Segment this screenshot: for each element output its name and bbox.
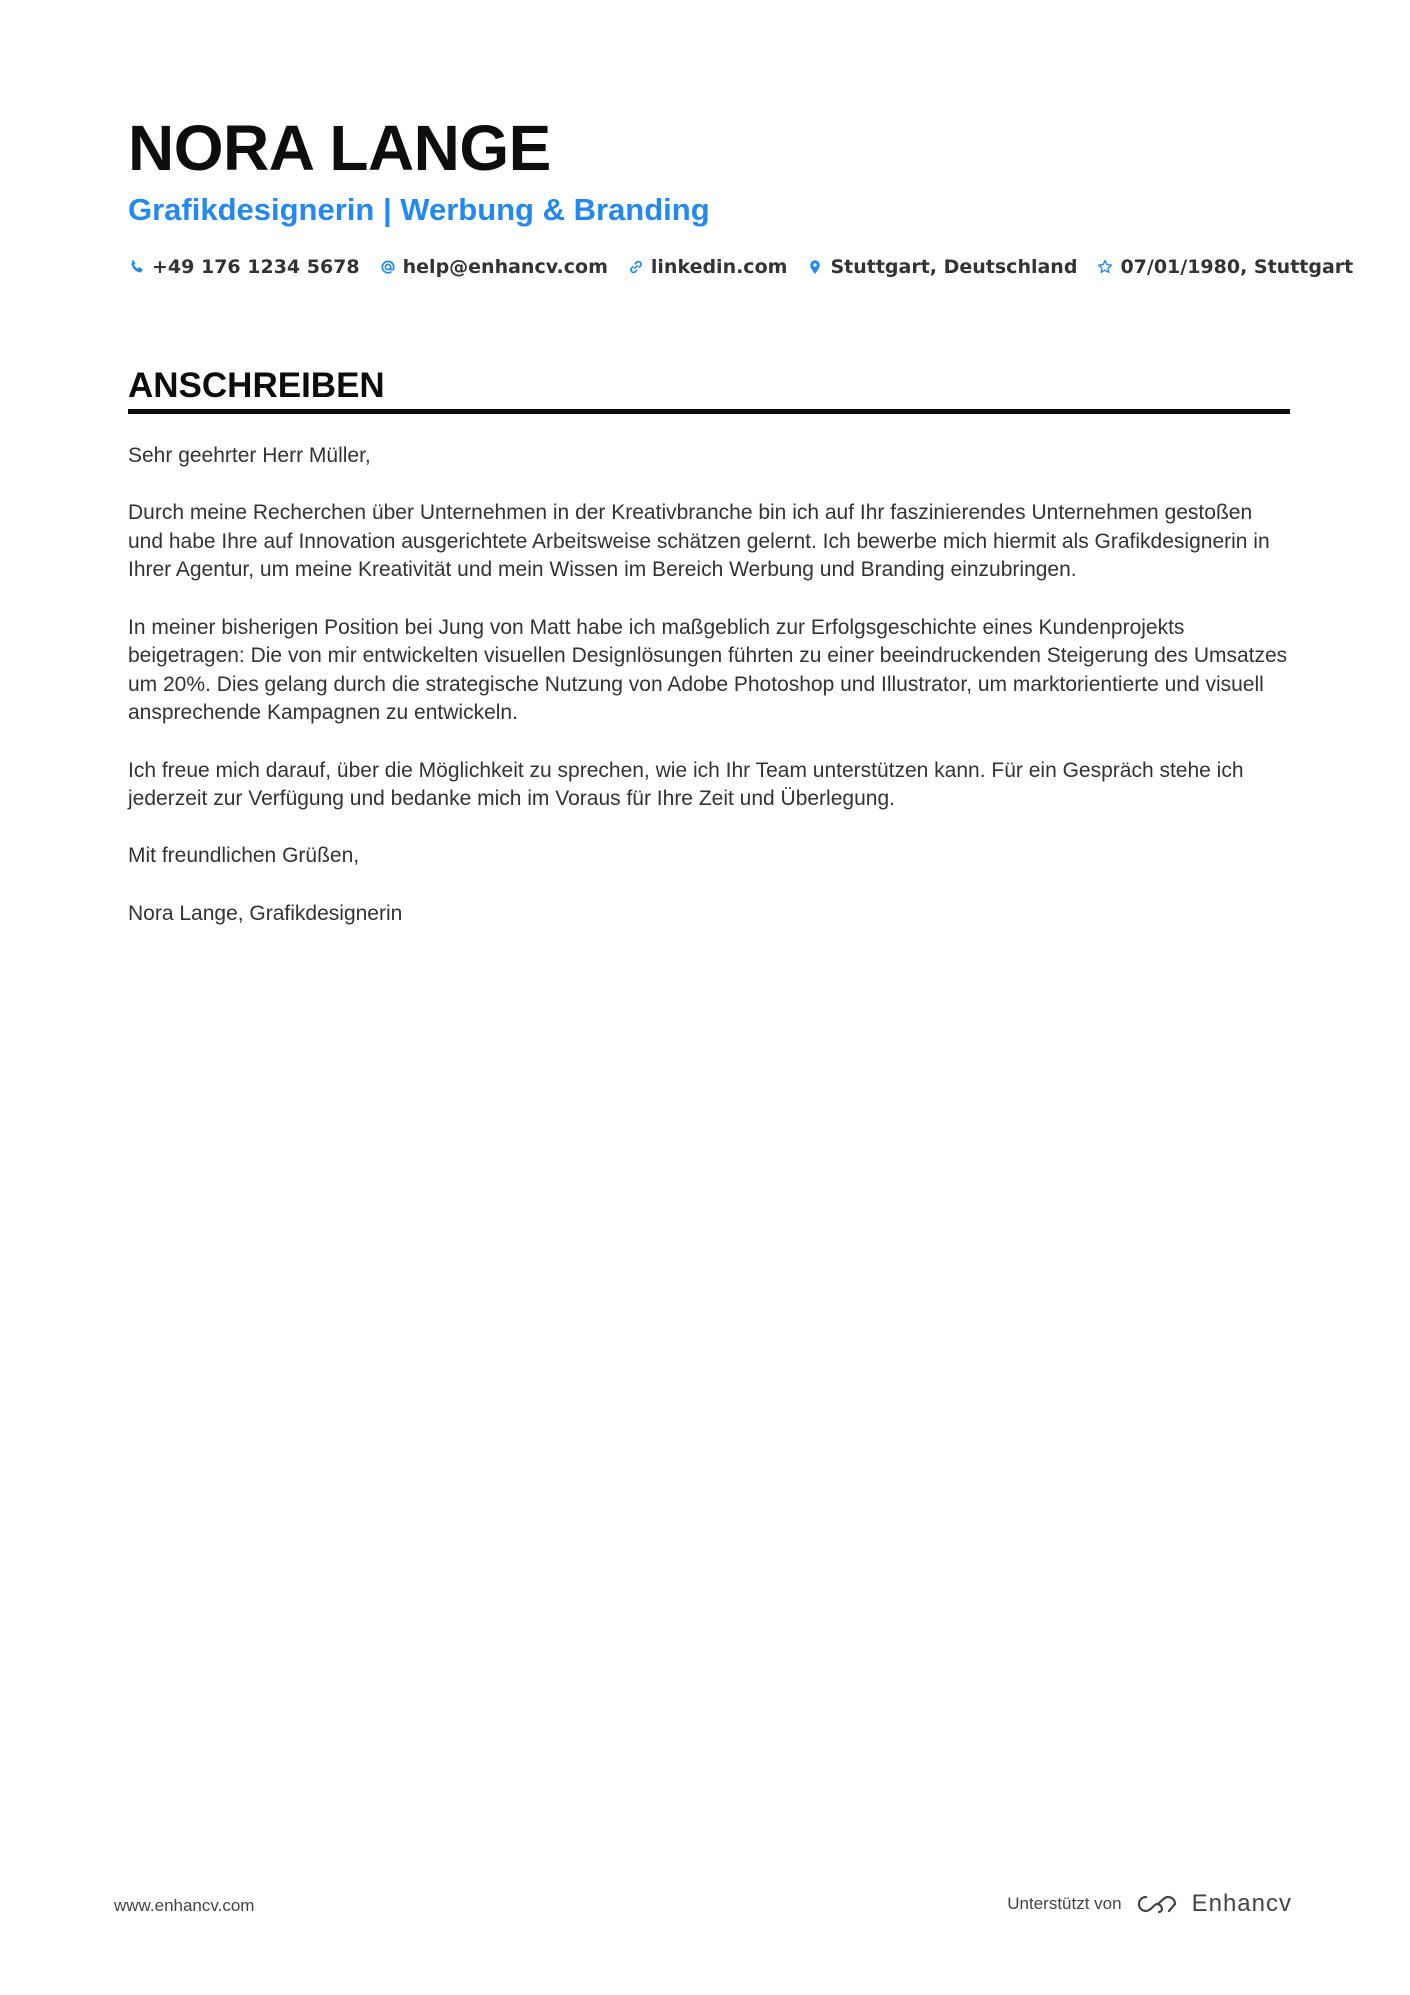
link-icon xyxy=(627,258,645,276)
letter-signature: Nora Lange, Grafikdesignerin xyxy=(128,901,403,925)
phone-number: +49 176 1234 5678 xyxy=(152,256,360,278)
applicant-name: NORA LANGE xyxy=(128,112,551,184)
footer-branding xyxy=(1007,1890,1292,1918)
applicant-headline: Grafikdesignerin | Werbung & Branding xyxy=(128,192,710,227)
location: Stuttgart, Deutschland xyxy=(830,256,1078,278)
contact-linkedin xyxy=(627,256,788,278)
brand-name: Enhancv xyxy=(1191,1890,1292,1917)
contact-birth xyxy=(1096,256,1353,278)
section-title: ANSCHREIBEN xyxy=(128,366,385,405)
letter-paragraph: In meiner bisherigen Position bei Jung von Matt habe ich maßgeblich zur Erfolgsgeschichte eines Kundenprojekts beigetragen: Die von mir entwickelten visuellen Designlösungen führten zu einer beeindruckenden Steigerung des Umsatzes um 20%. Dies gelang durch die strategische Nutzung von Adobe Photoshop und Illustrator, um marktorientierte und visuell ansprechende Kampagnen zu entwickeln. xyxy=(128,615,1288,725)
contact-phone xyxy=(128,256,360,278)
letter-paragraph: Durch meine Recherchen über Unternehmen in der Kreativbranche bin ich auf Ihr faszinierendes Unternehmen gestoßen und habe Ihre auf Innovation ausgerichtete Arbeitsweise schätzen gelernt. Ich bewerbe mich hiermit als Grafikdesignerin in Ihrer Agentur, um meine Kreativität und mein Wissen im Bereich Werbung und Branding einzubringen. xyxy=(128,501,1270,582)
letter-paragraph: Ich freue mich darauf, über die Möglichkeit zu sprechen, wie ich Ihr Team unterstützen kann. Für ein Gespräch stehe ich jederzeit zur Verfügung und bedanke mich im Voraus für Ihre Zeit und Überlegung. xyxy=(128,758,1244,811)
phone-icon xyxy=(128,258,146,276)
letter-closing: Mit freundlichen Grüßen, xyxy=(128,844,360,868)
birth-info: 07/01/1980, Stuttgart xyxy=(1120,256,1354,278)
star-icon xyxy=(1096,258,1114,276)
footer-website[interactable]: www.enhancv.com xyxy=(114,1896,255,1915)
powered-by-label: Unterstützt von xyxy=(1007,1894,1122,1913)
email-address: help@enhancv.com xyxy=(402,256,608,278)
contact-bar xyxy=(128,252,1372,282)
section-divider xyxy=(128,409,1290,414)
contact-location xyxy=(806,256,1077,278)
letter-body xyxy=(128,442,1290,957)
location-pin-icon xyxy=(806,258,824,276)
at-icon xyxy=(379,258,397,276)
letter-salutation: Sehr geehrter Herr Müller, xyxy=(128,444,371,467)
enhancv-logo-icon xyxy=(1134,1892,1180,1916)
contact-email xyxy=(379,256,608,278)
linkedin-link: linkedin.com xyxy=(650,256,788,278)
